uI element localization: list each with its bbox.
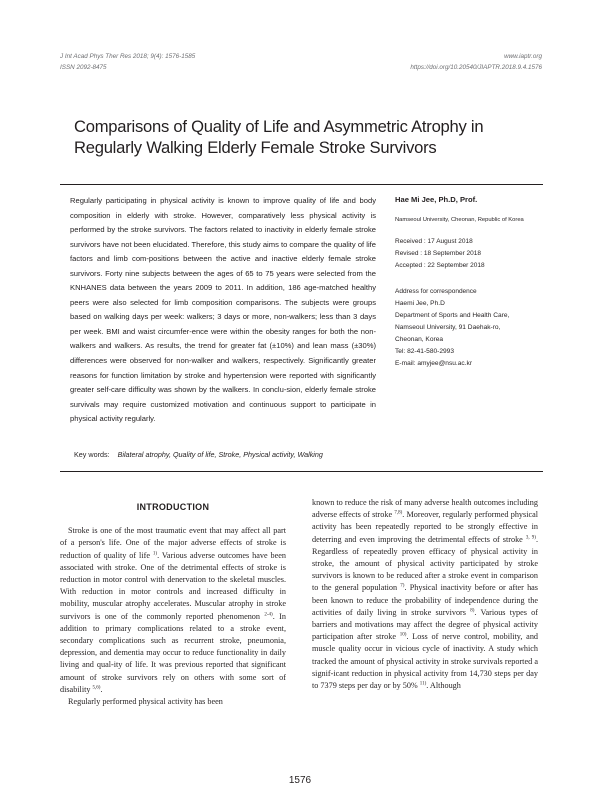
citation-ref[interactable]: 3, 9)	[525, 534, 536, 540]
correspondence-label: Address for correspondence	[395, 288, 477, 295]
citation-ref[interactable]: 8)	[470, 608, 475, 614]
issn: ISSN 2092-8475	[60, 63, 107, 71]
correspondence-line: Haemi Jee, Ph.D	[395, 300, 445, 307]
keywords-label: Key words:	[74, 450, 110, 459]
correspondence-line: Cheonan, Korea	[395, 336, 444, 343]
paragraph: Stroke is one of the most traumatic event that may affect all part of a person's life. One of the major adverse effects of stroke is reduction of quality of life $^{1)}$. Various adverse outcomes have been associated with stroke. One of the detrimental effects of stroke is reduction in motor control with denervation to the skeletal muscles. With reduction in motor controls and increased difficulty in mobility, muscular atrophy accelerates. Muscular atrophy in stroke survivors is one of the commonly reported phenomenon $^{2-4)}$. In addition to primary complications related to a stroke event, secondary complications such as recurrent stroke, pneumonia, depression, and dementia may occur to reduce functionality in daily living and qual-ity of life. It was previous reported that significant amount of stroke survivors rely on others with some sort of disability $^{5,6)}$.	[60, 526, 287, 694]
keywords	[74, 449, 323, 461]
revised-date: Revised : 18 September 2018	[395, 250, 481, 257]
accepted-date: Accepted : 22 September 2018	[395, 262, 485, 269]
citation-ref[interactable]: 10)	[399, 632, 407, 638]
page-number: 1576	[288, 775, 312, 786]
citation-ref[interactable]: 11)	[419, 681, 427, 687]
journal-citation: J Int Acad Phys Ther Res 2018; 9(4): 1576-1585	[60, 53, 196, 60]
citation-ref[interactable]: 7)	[400, 583, 405, 589]
body-column-left	[60, 497, 286, 708]
correspondence-email[interactable]: E-mail: amyjee@nsu.ac.kr	[395, 360, 473, 367]
correspondence-line: Tel: 82-41-580-2993	[395, 348, 455, 355]
author-institution: Namseoul University, Cheonan, Republic of Korea	[395, 217, 524, 223]
section-heading: INTRODUCTION	[136, 502, 210, 512]
body-column-right	[312, 497, 538, 692]
abstract-text: Regularly participating in physical activity is known to improve quality of life and body composition in elderly with stroke. However, comparatively less physical activity is performed by the stroke survivors. The factors related to inactivity in elderly female stroke survivors have not been elucidated. Therefore, this study aims to compare the quality of life factors and limb com-positions between the active and inactive elderly female stroke survivors. Forty nine subjects between the ages of 65 to 75 years were selected from the KNHANES data between the years 2009 to 2011. In addition, 186 age-matched healthy peers were also selected for limb composition comparisons. The subjects were groups based on walking days per week: walkers; 3 days or more, non-walkers; less than 3 days per week. BMI and waist circumfer-ence were within the obesity ranges for both the non-walkers and walkers. As results, the trend for greater fat (±10%) and lean mass (±30%) differences were observed for non-walker and walkers, respectively. Significantly greater reasons for function limitation by stroke and hypertension were reported with significantly greater self-care difficulty was shown by the walkers. In conclu-sion, elderly female stroke survivals may require customized motivation and continuous support to participate in physical activity regularly.	[70, 196, 376, 424]
journal-header	[60, 52, 195, 73]
correspondence-line: Department of Sports and Health Care,	[395, 312, 510, 319]
paragraph: known to reduce the risk of many adverse health outcomes including adverse effects of stroke $^{7,8)}$. Moreover, regularly performed physical activity has been repeatedly reported to be strongly effective in deterring and even improving the detrimental effects of stroke $^{3, 9)}$. Regardless of repeatedly proven efficacy of physical activity in stroke, the amount of physical activity participated by stroke survivors is known to be reduced after a stroke event in comparison to the general population $^{7)}$. Physical inactivity before or after has been known to reduce the probability of independence during the activities of daily living in stroke survivors $^{8)}$. Various types of barriers and motivations may affect the degree of physical activity participation after stroke $^{10)}$. Loss of nerve control, mobility, and muscle quality occur in vicious cycle of inactivity. A study which tracked the amount of physical activity in stroke survivals reported a signif-icant reduction in physical activity from 14,730 steps per day to 7379 steps per day or by 50% $^{11)}$. Although	[312, 498, 539, 691]
correspondence-line: Namseoul University, 91 Daehak-ro,	[395, 324, 501, 331]
author-info	[395, 194, 545, 370]
manuscript-dates	[395, 236, 545, 272]
received-date: Received : 17 August 2018	[395, 238, 473, 245]
paragraph: Regularly performed physical activity has been	[68, 697, 223, 707]
paper-title: Comparisons of Quality of Life and Asymmetric Atrophy in Regularly Walking Elderly Female Stroke Survivors	[74, 117, 484, 157]
doi-link[interactable]: https://doi.org/10.20540/JIAPTR.2018.9.4.1576	[410, 63, 542, 71]
citation-ref[interactable]: 5,6)	[92, 685, 101, 691]
author-name: Hae Mi Jee, Ph.D, Prof.	[395, 195, 478, 204]
citation-ref[interactable]: 7,8)	[394, 510, 403, 516]
citation-ref[interactable]: 2-4)	[264, 611, 273, 617]
journal-links	[410, 52, 542, 73]
keywords-list: Bilateral atrophy, Quality of life, Stroke, Physical activity, Walking	[117, 450, 323, 459]
website-link[interactable]: www.iaptr.org	[504, 53, 542, 60]
citation-ref[interactable]: 1)	[152, 550, 158, 556]
